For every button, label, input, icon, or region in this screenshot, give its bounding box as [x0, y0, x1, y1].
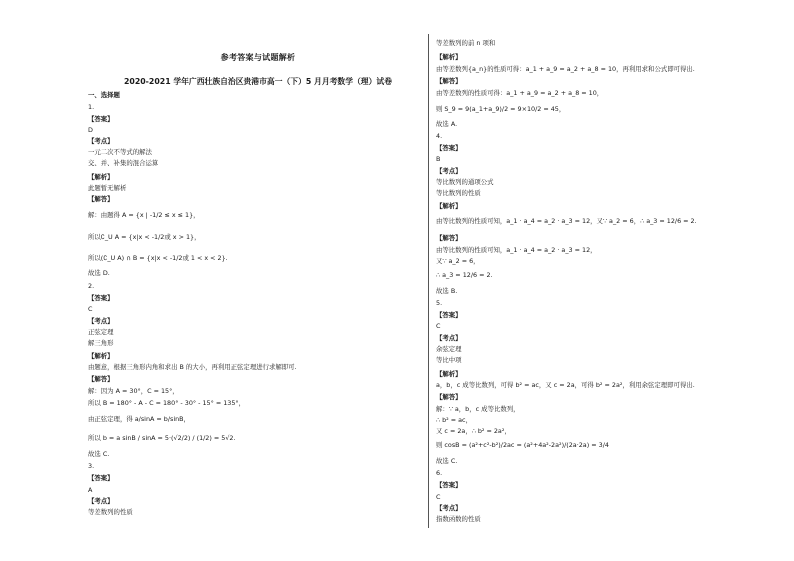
- analysis-label: 【解析】: [436, 53, 462, 61]
- solution-conclusion: 故选 D.: [88, 269, 110, 277]
- solution-conclusion: 故选 A.: [436, 120, 458, 128]
- answer-value: C: [436, 322, 441, 330]
- analysis-label: 【解析】: [88, 352, 114, 360]
- solution-label: 【解答】: [88, 195, 114, 203]
- topic-item: 交、并、补集的混合运算: [88, 159, 159, 167]
- solution-label: 【解答】: [88, 375, 114, 383]
- analysis-text: 由题意，根据三角形内角和求出 B 的大小，再利用正弦定理进行求解即可.: [88, 363, 297, 371]
- answer-label: 【答案】: [88, 115, 114, 123]
- answer-label: 【答案】: [88, 294, 114, 302]
- topic-item: 等比中项: [436, 356, 462, 364]
- solution-label: 【解答】: [436, 393, 462, 401]
- topic-label: 【考点】: [88, 497, 114, 505]
- solution-conclusion: 故选 B.: [436, 287, 458, 295]
- topic-item: 一元二次不等式的解法: [88, 148, 152, 156]
- solution-line: 又 c = 2a，∴ b² = 2a²，: [436, 427, 511, 435]
- solution-line: 则 S_9 = 9(a_1+a_9)/2 = 9×10/2 = 45，: [436, 105, 566, 113]
- answer-label: 【答案】: [436, 311, 462, 319]
- solution-line: 所以 b = a sinB / sinA = 5·(√2/2) / (1/2) = 5√2.: [88, 434, 236, 442]
- analysis-label: 【解析】: [436, 202, 462, 210]
- solution-line: ∴ a_3 = 12/6 = 2.: [436, 271, 493, 279]
- analysis-label: 【解析】: [88, 173, 114, 181]
- topic-item: 等差数列的性质: [88, 508, 133, 516]
- topic-label: 【考点】: [436, 504, 462, 512]
- solution-line: 由等差数列的性质可得：a_1 + a_9 = a_2 + a_8 = 10，: [436, 89, 604, 97]
- solution-line: 所以∁_U A = {x|x < -1/2或 x > 1}，: [88, 233, 201, 241]
- solution-line: 由等比数列的性质可知，a_1 · a_4 = a_2 · a_3 = 12，: [436, 246, 597, 254]
- solution-line: 解：因为 A = 30°，C = 15°，: [88, 387, 179, 395]
- analysis-text: a，b，c 成等比数列，可得 b² = ac，又 c = 2a，可得 b² = 2a²，利用余弦定理即可得出.: [436, 381, 695, 389]
- solution-line: 所以(∁_U A) ∩ B = {x|x < -1/2或 1 < x < 2}.: [88, 254, 228, 262]
- analysis-label: 【解析】: [436, 370, 462, 378]
- answer-value: D: [88, 126, 93, 134]
- topic-item: 等比数列的通项公式: [436, 178, 494, 186]
- answer-label: 【答案】: [436, 144, 462, 152]
- question-number: 3.: [88, 462, 95, 470]
- question-number: 2.: [88, 282, 95, 290]
- answer-value: B: [436, 155, 441, 163]
- solution-line: 由正弦定理，得 a/sinA = b/sinB，: [88, 415, 190, 423]
- solution-conclusion: 故选 C.: [88, 450, 110, 458]
- analysis-text: 此题暂无解析: [88, 184, 127, 192]
- topic-item: 等差数列的前 n 项和: [436, 39, 496, 47]
- topic-item: 解三角形: [88, 339, 114, 347]
- solution-line: 解：由题得 A = {x | -1/2 ≤ x ≤ 1}，: [88, 211, 200, 219]
- analysis-text: 由等差数列{a_n}的性质可得：a_1 + a_9 = a_2 + a_8 = 10，再利用求和公式即可得出.: [436, 65, 695, 73]
- topic-label: 【考点】: [88, 317, 114, 325]
- topic-label: 【考点】: [436, 334, 462, 342]
- topic-label: 【考点】: [436, 167, 462, 175]
- answer-label: 【答案】: [88, 474, 114, 482]
- answer-value: C: [436, 493, 441, 501]
- document-title: 参考答案与试题解析: [220, 53, 296, 62]
- topic-item: 等比数列的性质: [436, 189, 481, 197]
- document-subtitle: 2020-2021 学年广西壮族自治区贵港市高一（下）5 月月考数学（理）试卷: [123, 77, 392, 86]
- topic-label: 【考点】: [88, 137, 114, 145]
- column-divider: [428, 34, 429, 528]
- solution-line: 解：∵ a，b，c 成等比数列，: [436, 405, 520, 413]
- answer-value: C: [88, 305, 93, 313]
- topic-item: 余弦定理: [436, 345, 462, 353]
- answer-label: 【答案】: [436, 481, 462, 489]
- solution-conclusion: 故选 C.: [436, 457, 458, 465]
- solution-line: ∴ b² = ac，: [436, 416, 472, 424]
- solution-label: 【解答】: [436, 234, 462, 242]
- solution-label: 【解答】: [436, 77, 462, 85]
- question-number: 4.: [436, 132, 443, 140]
- question-number: 5.: [436, 299, 443, 307]
- solution-line: 又∵ a_2 = 6，: [436, 257, 480, 265]
- section-heading: 一、选择题: [88, 91, 120, 99]
- question-number: 6.: [436, 469, 443, 477]
- answer-value: A: [88, 486, 93, 494]
- analysis-text: 由等比数列的性质可知，a_1 · a_4 = a_2 · a_3 = 12，又∵ a_2 = 6，∴ a_3 = 12/6 = 2.: [436, 217, 697, 225]
- solution-line: 所以 B = 180° - A - C = 180° - 30° - 15° = 135°，: [88, 399, 245, 407]
- topic-item: 指数函数的性质: [436, 515, 481, 523]
- solution-line: 则 cosB = (a²+c²-b²)/2ac = (a²+4a²-2a²)/(2a·2a) = 3/4: [436, 441, 609, 449]
- question-number: 1.: [88, 103, 95, 111]
- topic-item: 正弦定理: [88, 328, 114, 336]
